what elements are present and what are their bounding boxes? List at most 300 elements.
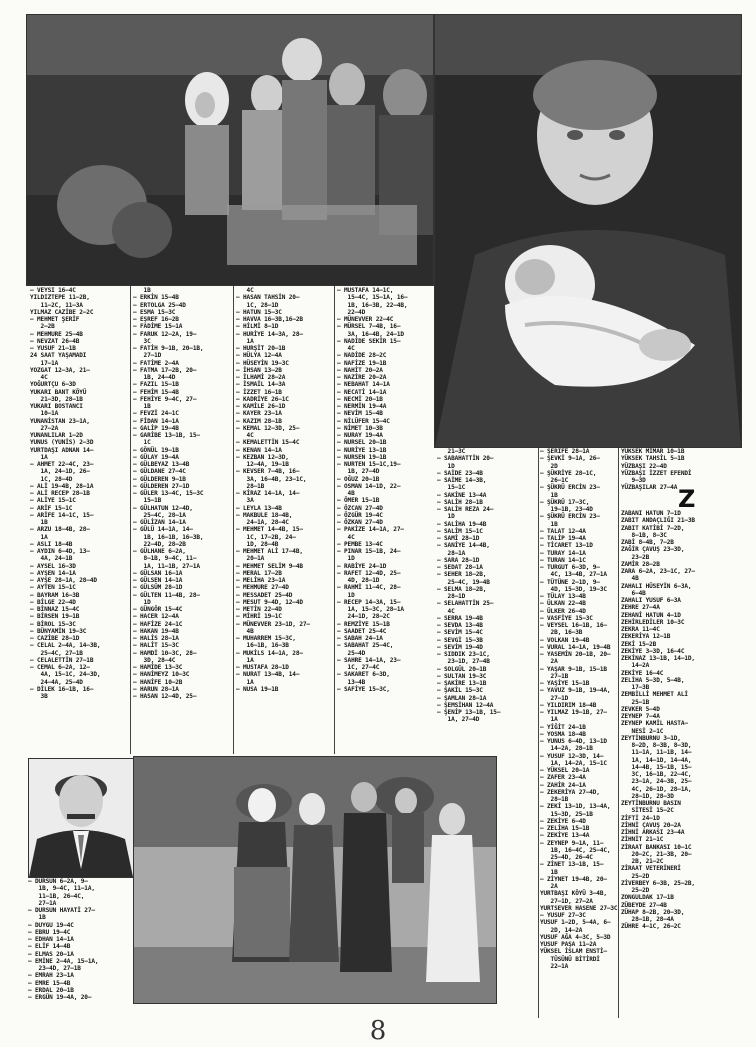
index-entry: 1B, 27–4D [337, 468, 380, 476]
index-entry: — YILMAZ 19–1B, 27– [540, 709, 607, 716]
index-entry: — GÜLDANE 27–4C [133, 468, 186, 476]
index-entry: ZİVERBEY 6–3B, 25–2B, [621, 879, 695, 887]
index-entry: 1A [30, 453, 48, 461]
index-entry: 20–2C, 21–3B, 20– [621, 850, 692, 858]
index-entry: 3A [236, 497, 254, 505]
index-entry: 22–4D [337, 308, 366, 316]
index-entry: — YUSUF 21–1B [30, 345, 76, 352]
index-entry: 1A, 11–1B, 27–1A [133, 562, 200, 570]
index-entry: 2–2B [30, 323, 55, 331]
index-entry: 13–4B [337, 678, 366, 686]
index-entry: — HATUN 15–3C [236, 308, 282, 316]
index-entry: 1D, 28–4B [236, 540, 279, 548]
index-entry: 1B [30, 519, 48, 526]
index-column-2 [133, 287, 233, 757]
index-entry: 1A, 15–3C, 28–1A [337, 606, 404, 613]
index-entry: — HAFİZE 24–1C [133, 620, 183, 628]
index-entry: — SAİME 14–3B, [437, 477, 487, 484]
index-entry: 1A, 24–1D, 26– [30, 468, 90, 476]
index-entry: — YUSUF 27–3C [540, 912, 586, 919]
index-entry: 15–3D, 25–1B [540, 810, 593, 818]
index-entry: — NURSEN 19–1B [337, 453, 387, 461]
index-entry: — ELMAS 20–1A [28, 950, 74, 958]
index-entry: — ÖZGÜR 19–4C [337, 511, 383, 519]
index-entry: 2A [540, 883, 558, 890]
index-entry: — SAADET 25–4C [337, 627, 387, 635]
index-entry: 1B, 16–4C, 25–4C, [540, 846, 611, 854]
index-entry: 8–1B, 8–3C [621, 531, 667, 539]
index-entry: 4C [337, 533, 355, 541]
index-entry: YÜZBAŞILAR 27–4A [621, 484, 678, 492]
column-rule [538, 448, 539, 1018]
index-entry: TÜSÜNÜ BİTİRDİ [540, 955, 600, 963]
index-entry: — GÜLTEN 11–4B, 28– [133, 591, 200, 599]
index-entry: — AYDIN 6–4D, 13– [30, 548, 90, 555]
index-entry: — KENAN 14–1A [236, 446, 282, 454]
index-column-8 [28, 878, 132, 1018]
index-entry: 1B, 16–1B, 16–3B, [133, 533, 204, 541]
index-entry: — RABİYE 24–1D [337, 562, 387, 570]
index-entry: ZÜHRE 4–1C, 26–2C [621, 923, 681, 931]
index-entry: 2B, 21–2C [621, 858, 664, 865]
index-entry: — MÜRSEL 7–4B, 16– [337, 323, 401, 331]
index-entry: ZAHALI YUSUF 6–3A [621, 597, 681, 604]
index-entry: — İLHAMİ 28–2A [236, 374, 286, 381]
index-entry: — EMRE 15–4B [28, 979, 71, 987]
index-entry: 1C [133, 439, 151, 447]
index-entry: 11–1B, 26–4C, [28, 892, 85, 900]
index-entry: — ZAHİR 24–1A [540, 781, 586, 789]
index-entry: — BİROL 15–3C [30, 620, 76, 628]
index-entry: — FATMA 17–2B, 20– [133, 366, 197, 374]
index-entry: — HÜLYA 12–4A [236, 352, 282, 360]
index-entry: — GÖNÜL 19–1B [133, 446, 179, 454]
index-entry: — HANİMEYZ 10–3C [133, 671, 190, 679]
index-entry: — MEHMURE 27–4D [236, 584, 289, 592]
index-entry: — MÜNEVVER 23–1D, 27– [236, 620, 310, 628]
index-entry: — SAHRE 14–1A, 23– [337, 656, 401, 664]
index-entry: — NİMET 10–3B [337, 424, 383, 432]
index-entry: — TURAY 14–1A [540, 549, 586, 557]
index-entry: 4B [337, 490, 355, 497]
index-entry: ZABİ 8–4B, 7–2B [621, 539, 674, 546]
index-entry: 25–2D [621, 887, 650, 894]
index-entry: — KİRAZ 14–1A, 14– [236, 490, 300, 497]
index-entry: 1A [540, 716, 558, 724]
index-entry: — ÖZCAN 27–4D [337, 504, 383, 512]
index-entry: 19–1B, 23–4D [540, 506, 593, 513]
index-entry: 21–3D, 28–1B [30, 395, 83, 403]
index-entry: — HAMİDE 13–3C [133, 664, 183, 671]
index-entry: YILDIZTEPE 11–2B, [30, 294, 90, 302]
index-entry: YURTDAŞI ADNAN 14– [30, 446, 94, 454]
index-entry: — ŞEMSİHAN 12–4A [437, 701, 494, 709]
index-entry: — SALİH 28–1B [437, 498, 483, 506]
index-entry: ZABANI HATUN 7–1D [621, 510, 681, 517]
index-entry: — ŞÜKRÜ ERCİN 23– [540, 484, 600, 492]
index-entry: 1B [540, 868, 558, 876]
index-entry: — YOSMA 18–4B [540, 730, 586, 738]
index-entry: 1D [337, 555, 355, 563]
photo-woman-with-baby [434, 14, 742, 448]
index-entry: — NURTEN 15–1C,19– [337, 461, 401, 468]
index-entry: — EMRAH 23–1A [28, 972, 74, 980]
index-entry: — TURAN 14–1C [540, 556, 586, 564]
index-entry: — KEZBAN 12–3D, [236, 453, 289, 461]
index-entry: — HALİS 28–1A [133, 635, 179, 642]
index-entry: — CELAL 2–4A, 14–3B, [30, 642, 101, 650]
index-entry: 27–1B [540, 672, 569, 680]
index-entry: — HALİT 15–3C [133, 642, 179, 650]
index-entry: 25–2D [621, 872, 650, 880]
index-entry: 23–2B [621, 553, 650, 561]
index-entry: 1A [236, 337, 254, 345]
index-entry: — EMİNE 2–4A, 15–1A, [28, 957, 99, 965]
index-entry: 1B, 24–4D [133, 374, 176, 381]
index-entry: ZEYNEP 7–4A [621, 713, 660, 720]
index-entry: 4C [236, 287, 254, 294]
index-entry: 4C [437, 607, 455, 615]
index-entry: 28–1B [540, 796, 569, 803]
index-entry: 4D, 28–1D [337, 577, 380, 584]
index-entry: ZİHNİ ARKASI 23–4A [621, 829, 685, 836]
index-entry: YUSUF 1–2D, 5–4A, 6– [540, 919, 611, 927]
index-entry: — EBRU 19–4C [28, 928, 71, 936]
index-entry: — AYTEN 15–1C [30, 584, 76, 592]
index-entry: 26–1C [540, 477, 569, 484]
index-entry: — ZAFER 23–4A [540, 774, 586, 782]
index-column-5 [437, 448, 537, 758]
index-entry: — MELİHA 23–1A [236, 577, 286, 584]
index-entry: — GÜLHANE 6–2A, [133, 548, 186, 555]
index-entry: 6–4B [621, 589, 646, 597]
index-entry: ZEYNEP KAMİL HASTA– [621, 720, 688, 728]
index-entry: — NURSEL 20–1B [337, 439, 387, 447]
index-entry: — YÜKSEL 20–1A [540, 767, 590, 774]
index-entry: — VURAL 14–1A, 19–4B [540, 643, 611, 651]
index-entry: — NAHİT 20–2A [337, 366, 383, 374]
index-entry: 4C [30, 374, 48, 381]
index-entry: 1B [133, 287, 151, 294]
index-entry: — ŞÜKRİYE 28–1C, [540, 469, 597, 477]
index-entry: 24–1A, 28–4C [236, 519, 289, 526]
index-entry: — FİDAN 14–1A [133, 417, 179, 425]
index-entry: — MUHARREM 15–3C, [236, 635, 296, 642]
index-entry: — LEYLA 13–4B [236, 504, 282, 512]
index-entry: — NURAT 13–4B, 14– [236, 671, 300, 679]
index-entry: 11–2C, 11–3A [30, 301, 83, 309]
index-entry: — ŞEVKİ 9–1A, 26– [540, 455, 600, 463]
index-entry: — MERAL 17–2B [236, 569, 282, 577]
index-entry: — NİLÜFER 15–4C [337, 417, 390, 425]
index-entry: — ŞAKİL 15–3C [437, 687, 483, 695]
index-entry: — SAİDE 23–4B [437, 469, 483, 477]
index-entry: YURTSEVER HASENE 27–3C [540, 904, 618, 912]
index-entry: — AYŞE 28–1A, 28–4D [30, 577, 97, 584]
index-entry: 1B [540, 520, 558, 528]
index-entry: 3C [133, 337, 151, 345]
index-entry: — HACER 12–4A [133, 613, 179, 621]
index-entry: — HİLMİ 8–1D [236, 323, 279, 331]
index-entry: — GARİBE 13–1B, 15– [133, 432, 200, 439]
index-entry: 25–4C, 27–1B [30, 649, 83, 657]
index-entry: — HAVVA 16–3B,16–2B [236, 316, 303, 323]
index-entry: — ALİYE 15–1C [30, 497, 76, 505]
index-entry: ZEKRA 11–4C [621, 626, 660, 633]
index-entry: ZAHALI HÜSEYİN 6–3A, [621, 582, 692, 590]
index-entry: — YAVUZ 9–1B, 19–4A, [540, 687, 611, 695]
index-entry: 3C, 16–1B, 22–4C, [621, 771, 692, 778]
index-entry: 14–2A [621, 662, 650, 670]
index-entry: — HAKAN 19–4B [133, 627, 179, 635]
index-column-6 [540, 448, 618, 1020]
index-entry: 3A, 16–4B, 24–1D [337, 330, 404, 338]
index-entry: — GÜLSAN 16–1A [133, 569, 183, 577]
index-entry: — VASFİYE 15–3C [540, 614, 593, 622]
index-entry: — İHSAN 13–2B [236, 366, 282, 374]
index-entry: — GÜLHATUN 12–4D, [133, 504, 193, 512]
index-entry: 17–1A [30, 359, 59, 367]
index-entry: — NECMİ 20–1B [337, 395, 383, 403]
index-entry: — NURİYE 13–1B [337, 446, 387, 454]
index-entry: — YUSUF 12–3D, 14– [540, 752, 604, 760]
index-entry: ZÜBEYDE 27–4B [621, 901, 667, 909]
photo-man-portrait [28, 758, 134, 878]
index-entry: YUNANLILAR 1–2D [30, 432, 83, 439]
index-entry: — FAZIL 15–1B [133, 381, 179, 389]
index-entry: — VEYSİ 16–4C [30, 287, 76, 294]
index-entry: 20–1A [236, 555, 265, 563]
index-entry: — SAKİNE 13–4A [437, 491, 487, 499]
index-entry: 1D [337, 591, 355, 599]
index-entry: — BÜNYAMİN 19–3C [30, 627, 87, 635]
index-column-7b [621, 510, 743, 1022]
index-entry: 10–1A [30, 410, 59, 418]
index-entry: — NEVİM 15–4B [337, 410, 383, 418]
index-entry: ZEHANİ HATUN 4–1D [621, 611, 681, 619]
index-entry: 16–1B, 16–3B [236, 642, 289, 650]
index-entry: — HAMDİ 10–3C, 28– [133, 649, 197, 657]
index-entry: — TİCARET 13–1D [540, 542, 593, 550]
index-entry: — GÜLBEYAZ 13–4B [133, 461, 190, 468]
index-entry: — SELMA 18–2B, [437, 585, 487, 593]
index-entry: — MESUT 9–4D, 12–4D [236, 598, 303, 606]
index-entry: 4C, 13–4B, 27–1A [540, 571, 607, 579]
index-entry: 12–4A, 19–1B [236, 461, 289, 468]
index-entry: — SABAHAT 25–4C, [337, 642, 394, 650]
index-entry: — HURİYE 14–3A, 28– [236, 330, 303, 338]
index-entry: — YILDIRIM 18–4B [540, 701, 597, 709]
index-entry: — KEMALETTİN 15–4C [236, 439, 300, 447]
index-entry: ZEMBİLLİ MEHMET ALİ [621, 691, 688, 699]
index-entry: 1B [28, 914, 46, 922]
index-entry: 25–1B [621, 698, 650, 706]
index-entry: ZEKİNAZ 13–1B, 14–1D, [621, 655, 695, 662]
photo-women-seated [26, 14, 434, 286]
index-entry: 25–4D [337, 649, 366, 657]
index-entry: — HANİFE 10–2B [133, 678, 183, 686]
index-entry: — TÜLAY 13–4B [540, 593, 586, 600]
index-entry: — FEHİYE 9–4C, 27– [133, 395, 197, 403]
index-entry: — ÖZKAN 27–4D [337, 519, 383, 526]
index-entry: 4A, 15–1C, 24–3D, [30, 671, 101, 679]
index-entry: 25–4D, 26–4C [540, 854, 593, 861]
index-entry: — MÜNEVVER 22–4C [337, 316, 394, 323]
photo-family-group-image [134, 757, 496, 1003]
index-entry: — GÜLSÜM 28–1D [133, 584, 183, 592]
section-letter-heading: Z [678, 485, 696, 513]
index-entry: — KAMİLE 26–1D [236, 403, 286, 410]
index-entry: — AYŞEN 14–1A [30, 569, 76, 577]
index-entry: — HÜSEYİN 19–3C [236, 359, 289, 367]
index-entry: — NECATİ 14–1A [337, 388, 387, 396]
index-entry: — SEVİM 19–4D [437, 643, 483, 651]
index-entry: 23–1D, 27–4B [437, 658, 490, 666]
index-entry: — ALİ 19–4B, 28–1A [30, 482, 94, 490]
index-entry: — FATİH 9–1B, 20–1B, [133, 345, 204, 352]
index-entry: 2D [540, 462, 558, 470]
index-entry: — HARUN 28–1A [133, 685, 179, 693]
index-entry: 1A [30, 533, 48, 541]
index-entry: 3D, 28–4C [133, 656, 176, 664]
index-entry: — MUSTAFA 28–1D [236, 664, 289, 671]
photo-woman-with-baby-image [435, 15, 741, 447]
index-entry: — KEMAL 12–3D, 25– [236, 424, 300, 432]
index-entry: 28–1B, 28–4A [621, 916, 674, 923]
index-entry: ZEKİYE 3–3D, 16–4C [621, 647, 685, 655]
index-entry: 15–1B [133, 497, 162, 505]
index-entry: ZEYTİNBURNU 3–1D, [621, 734, 681, 742]
index-entry: — EŞREF 16–2B [133, 316, 179, 323]
index-entry: 28–1D, 28–3D [621, 792, 674, 800]
index-entry: — ZEKİYE 13–4A [540, 832, 590, 840]
index-entry: — YAŞİYE 15–1B [540, 680, 590, 687]
index-column-3 [236, 287, 334, 757]
index-entry: 27–1D [540, 694, 569, 702]
index-entry: — BAYRAM 16–3B [30, 591, 80, 599]
index-entry: — GÜLÜ 14–1A, 14– [133, 526, 193, 534]
index-entry: — KAZIM 28–1B [236, 417, 282, 425]
index-entry: — VOLKAN 19–4B [540, 636, 590, 644]
index-entry: — MUSTAFA 14–1C, [337, 287, 394, 294]
index-entry: 28–1A [437, 549, 466, 557]
index-entry: 1B, 16–3B, 22–4B, [337, 301, 408, 309]
index-entry: 15–4C, 15–1A, 16– [337, 294, 408, 302]
index-entry: 27–1D, 27–2A [540, 897, 593, 905]
index-entry: — MİHRİ 19–1C [236, 613, 282, 621]
index-entry: — ERDAL 20–1B [28, 986, 74, 994]
index-entry: ZEHRE 27–4A [621, 604, 660, 612]
index-entry: — NURAY 19–4A [337, 432, 383, 439]
index-entry: — NUSA 19–1B [236, 685, 279, 693]
index-entry: — SAFİYE 15–3C, [337, 685, 390, 693]
index-entry: — FEVZİ 24–1C [133, 410, 179, 418]
photo-family-group [133, 756, 497, 1004]
index-entry: — VEYSEL 16–1B, 16– [540, 622, 607, 629]
index-entry: YÜKSEK TAHSİL 5–1B [621, 455, 685, 463]
index-entry: — RAHMİ 11–4C, 28– [337, 584, 401, 592]
column-rule [334, 286, 335, 754]
index-entry: 1A [236, 678, 254, 686]
index-entry: — ŞAKİRE 13–1B [437, 680, 487, 687]
index-entry: 8–1B, 9–4C, 11– [133, 555, 197, 563]
index-entry: — KEVSER 7–4B, 16– [236, 468, 300, 476]
index-entry: — PINAR 15–1B, 24– [337, 548, 401, 555]
index-entry: 21–3C [437, 448, 466, 455]
index-entry: — NADİDE SEKİR 15– [337, 337, 401, 345]
index-entry: 24–1D, 28–2C [337, 613, 390, 621]
index-entry: 4B [236, 627, 254, 635]
index-entry: 14–2A, 28–1B [540, 745, 593, 753]
index-entry: — ZEKERİYA 27–4D, [540, 788, 600, 796]
index-entry: — TALİP 19–4A [540, 535, 586, 542]
index-entry: — DURSUN 6–2A, 9– [28, 878, 88, 885]
index-entry: — SARA 28–1D [437, 556, 480, 564]
index-entry: — OSMAN 14–1D, 22– [337, 482, 401, 490]
index-entry: — SELAHATTİN 25– [437, 600, 494, 608]
index-entry: — ÜLKER 26–4D [540, 607, 586, 615]
index-entry: 1B [133, 403, 151, 410]
index-entry: 1C, 28–4D [30, 475, 73, 483]
index-entry: — CAZİBE 28–1D [30, 635, 80, 642]
index-entry: 3A, 16–4B, 23–1C, [236, 475, 307, 483]
index-entry: 1D [437, 513, 455, 521]
index-entry: 1B [540, 491, 558, 499]
index-entry: YURTBAŞI KÖYÜ 3–4B, [540, 890, 607, 898]
index-entry: ZİRAAT VETERİNERİ [621, 865, 681, 873]
index-entry: YUKARI BOSTANCI [30, 403, 83, 410]
column-rule [618, 448, 619, 1018]
index-entry: — MEHMET ŞERİF [30, 316, 80, 323]
index-entry: — SABAHATTİN 20– [437, 455, 494, 463]
index-entry: — GÜNGÖR 15–4C [133, 606, 183, 613]
index-entry: — SALİHA 19–4B [437, 520, 487, 528]
index-entry: YILMAZ CAZİBE 2–2C [30, 308, 94, 316]
index-entry: 1C, 27–4C [337, 664, 380, 671]
index-entry: YÜZBAŞI 22–4D [621, 462, 667, 470]
index-entry: — ZEYNEP 9–1A, 11– [540, 839, 604, 847]
index-entry: YOZGAT 12–3A, 21– [30, 366, 90, 374]
index-entry: — MEHMET ALİ 17–4B, [236, 548, 303, 555]
index-entry: 9–3D [621, 477, 646, 484]
index-entry: 4C [236, 432, 254, 439]
index-entry: — ALİ RECEP 28–1B [30, 490, 90, 497]
index-entry: — BİRSEN 19–1B [30, 613, 80, 621]
index-entry: — ELİF 14–4B [28, 943, 71, 951]
index-entry: — SALİH REZA 24– [437, 506, 494, 513]
index-entry: 27–1A [28, 899, 57, 907]
index-entry: — MAKBULE 18–4B, [236, 511, 293, 519]
index-entry: — ÜLKAN 22–4B [540, 600, 586, 608]
index-entry: — MESSADET 25–4D [236, 591, 293, 599]
index-entry: YUSUF PAŞA 11–2A [540, 941, 597, 948]
index-entry: — SEVİM 15–4C [437, 629, 483, 637]
index-entry: — REMZİYE 15–1B [337, 620, 390, 628]
index-entry: — NAFİZE 19–1B [337, 359, 387, 367]
index-entry: — BİLGE 22–4D [30, 598, 76, 606]
index-entry: 25–4C, 19–4B [437, 578, 490, 586]
index-entry: 28–1D [437, 593, 466, 600]
index-entry: — FEHİM 15–4B [133, 388, 179, 396]
index-entry: 4C [337, 345, 355, 352]
index-entry: — RECEP 14–3A, 15– [337, 598, 401, 606]
index-entry: — MEHMET SELİM 9–4B [236, 562, 303, 570]
index-entry: 1D [437, 462, 455, 470]
index-entry: 15–1C [437, 484, 466, 492]
index-entry: — ŞENİP 13–1B, 15– [437, 709, 501, 716]
index-entry: YUKARI BANT KÖYÜ [30, 388, 87, 396]
index-entry: ZİRAAT BANKASI 10–1C [621, 843, 692, 851]
